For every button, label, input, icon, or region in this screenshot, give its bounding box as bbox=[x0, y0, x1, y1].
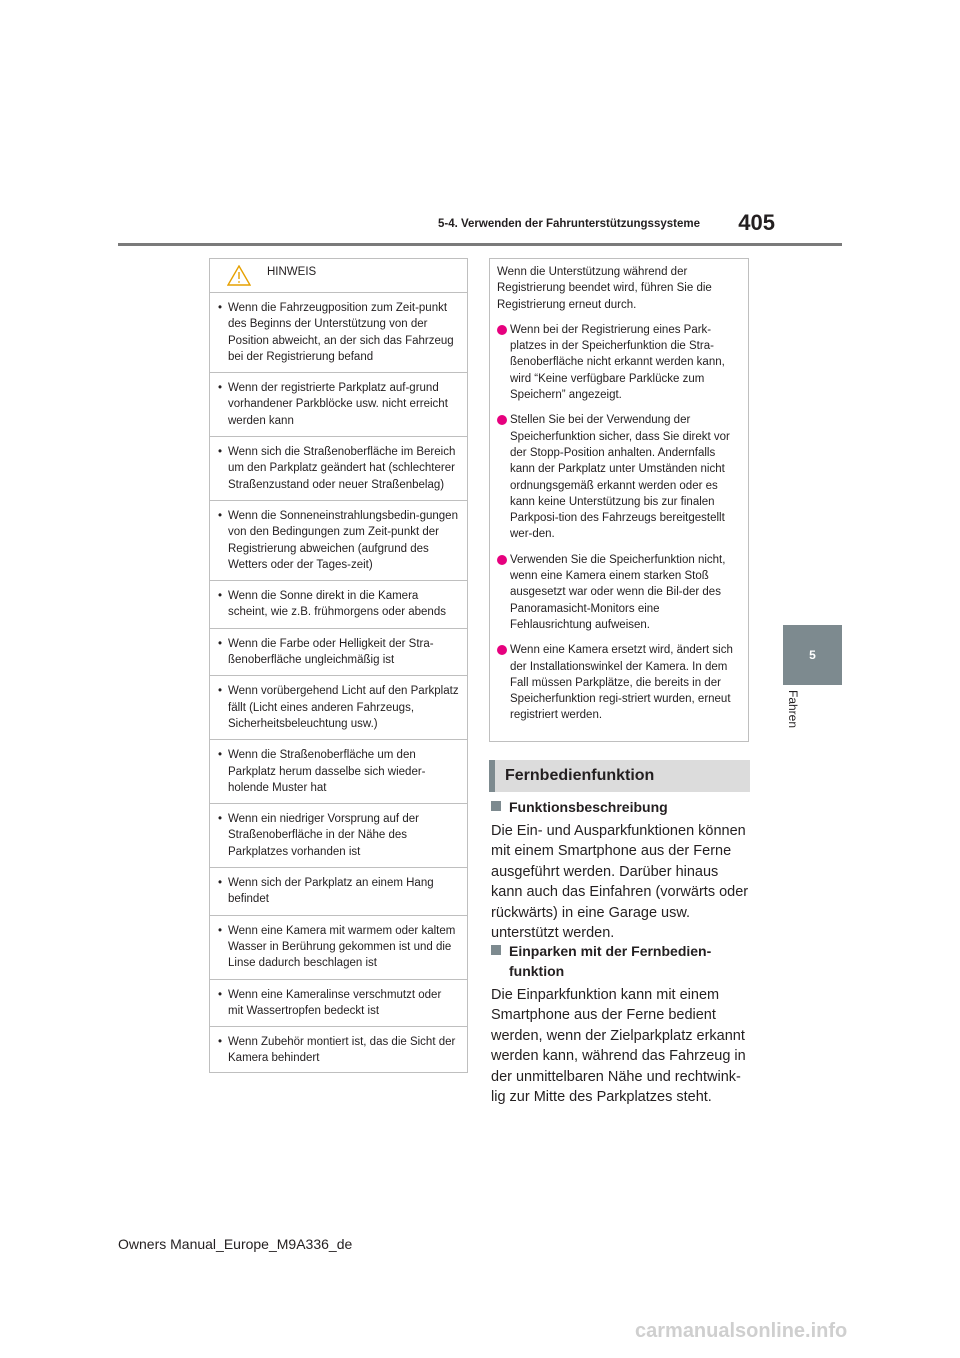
info-item bbox=[497, 412, 741, 542]
notice-item bbox=[210, 437, 467, 501]
notice-item bbox=[210, 629, 467, 677]
subheading-remote-parking bbox=[491, 941, 731, 981]
notice-item-text: Wenn die Straßenoberfläche um den Parkplatz herum dasselbe sich wieder-holende Muster hat bbox=[228, 749, 426, 794]
subheading-text: Funktionsbeschreibung bbox=[509, 799, 668, 815]
notice-item-text: Wenn der registrierte Parkplatz auf-grund vorhandener Parkblöcke usw. nicht erreicht werden kann bbox=[228, 382, 448, 427]
section-header: 5-4. Verwenden der Fahrunterstützungssysteme bbox=[437, 218, 700, 230]
bullet-dot-icon: • bbox=[218, 302, 223, 314]
page-number: 405 bbox=[738, 210, 775, 235]
info-item-text: Wenn eine Kamera ersetzt wird, ändert sich der Installationswinkel der Kamera. In dem Fall müssen Parkplätze, die bereits in der Speicherfunktion regi-striert wurden, erneut registriert werden. bbox=[510, 644, 733, 722]
watermark: carmanualsonline.info bbox=[635, 1320, 848, 1342]
section-title: Fernbedienfunktion bbox=[505, 767, 655, 784]
notice-item-text: Wenn sich der Parkplatz an einem Hang befindet bbox=[228, 877, 434, 906]
subheading-function-description bbox=[491, 797, 751, 817]
notice-item bbox=[210, 1027, 467, 1074]
magenta-bullet-icon bbox=[497, 325, 507, 335]
bullet-dot-icon: • bbox=[218, 637, 223, 650]
chapter-number: 5 bbox=[809, 648, 816, 662]
notice-item-text: Wenn vorübergehend Licht auf den Parkplatz fällt (Licht eines anderen Fahrzeugs, Sicherheitsbeleuchtung usw.) bbox=[228, 685, 459, 730]
bullet-dot-icon: • bbox=[218, 988, 223, 1001]
warning-triangle-icon bbox=[227, 265, 251, 286]
bullet-dot-icon: • bbox=[218, 749, 223, 762]
notice-item bbox=[210, 676, 467, 740]
info-intro: Wenn die Unterstützung während der Registrierung beendet wird, führen Sie die Registrierung erneut durch. bbox=[497, 266, 712, 311]
header-divider bbox=[118, 243, 842, 246]
bullet-dot-icon: • bbox=[218, 446, 223, 459]
magenta-bullet-icon bbox=[497, 555, 507, 565]
square-bullet-icon bbox=[491, 801, 501, 811]
notice-item bbox=[210, 980, 467, 1028]
notice-item bbox=[210, 501, 467, 581]
notice-list bbox=[210, 293, 467, 1074]
bullet-dot-icon: • bbox=[218, 1036, 223, 1049]
paragraph-function-description: Die Ein- und Ausparkfunktionen können mit einem Smartphone aus der Ferne ausgeführt werden. Darüber hinaus kann auch das Einfahren (vorwärts oder rückwärts) in eine Garage usw. unterstützt werden. bbox=[491, 823, 749, 942]
info-item-text: Wenn bei der Registrierung eines Park-platzes in der Speicherfunktion die Stra-ßenoberfläche nicht erkannt werden kann, wird “Keine verfügbare Parklücke zum Speichern” angezeigt. bbox=[510, 323, 725, 402]
notice-item-text: Wenn eine Kameralinse verschmutzt oder mit Wassertropfen bedeckt ist bbox=[228, 988, 442, 1017]
notice-item bbox=[210, 581, 467, 629]
notice-box bbox=[209, 258, 468, 1073]
notice-item bbox=[210, 740, 467, 804]
bullet-dot-icon: • bbox=[218, 877, 223, 890]
square-bullet-icon bbox=[491, 945, 501, 955]
notice-item bbox=[210, 868, 467, 916]
bullet-dot-icon: • bbox=[218, 685, 223, 698]
subheading-text: Einparken mit der Fernbedien-funktion bbox=[509, 943, 712, 979]
notice-item bbox=[210, 804, 467, 868]
notice-header bbox=[210, 259, 467, 293]
notice-item-text: Wenn die Fahrzeugposition zum Zeit-punkt des Beginns der Unterstützung von der Position abweicht, an der sich das Fahrzeug bei der Registrierung befand bbox=[228, 302, 454, 363]
info-item bbox=[497, 552, 741, 633]
notice-item-text: Wenn die Farbe oder Helligkeit der Stra-ßenoberfläche ungleichmäßig ist bbox=[228, 637, 434, 667]
notice-item-text: Wenn Zubehör montiert ist, das die Sicht der Kamera behindert bbox=[228, 1036, 456, 1065]
magenta-bullet-icon bbox=[497, 415, 507, 425]
notice-item-text: Wenn die Sonneneinstrahlungsbedin-gungen von den Bedingungen zum Zeit-punkt der Registrierung abweichen (aufgrund des Wetters oder der Tages-zeit) bbox=[228, 509, 458, 571]
chapter-tab bbox=[783, 625, 842, 685]
bullet-dot-icon: • bbox=[218, 924, 223, 937]
section-accent bbox=[489, 760, 495, 792]
bullet-dot-icon: • bbox=[218, 509, 223, 522]
notice-item bbox=[210, 293, 467, 373]
notice-item-text: Wenn eine Kamera mit warmem oder kaltem Wasser in Berührung gekommen ist und die Linse dadurch beschlagen ist bbox=[228, 924, 456, 970]
info-item-text: Stellen Sie bei der Verwendung der Speicherfunktion sicher, dass Sie direkt vor der Stopp-Position anhalten. Andernfalls kann der Parkplatz unter Umständen nicht ordnungsgemäß erkannt werden oder es kann keine Unterstützung bis zur finalen Parkposi-tion des Fahrzeugs bereitgestellt wer-den. bbox=[510, 414, 730, 541]
section-heading-bar bbox=[489, 760, 750, 792]
bullet-dot-icon: • bbox=[218, 382, 223, 395]
info-item bbox=[497, 322, 741, 403]
notice-item bbox=[210, 373, 467, 437]
notice-item-text: Wenn ein niedriger Vorsprung auf der Straßenoberfläche in der Nähe des Parkplatzes vorhanden ist bbox=[228, 813, 419, 858]
chapter-title: Fahren bbox=[786, 690, 800, 729]
bullet-dot-icon: • bbox=[218, 813, 223, 826]
info-box bbox=[489, 258, 749, 742]
notice-item bbox=[210, 916, 467, 980]
bullet-dot-icon: • bbox=[218, 590, 223, 603]
paragraph-remote-parking: Die Einparkfunktion kann mit einem Smartphone aus der Ferne bedient werden, wenn der Zielparkplatz erkannt werden kann, während das Fahrzeug in der unmittelbaren Nähe und rechtwink-lig zur Mitte des Parkplatzes steht. bbox=[491, 987, 746, 1106]
magenta-bullet-icon bbox=[497, 645, 507, 655]
notice-item-text: Wenn die Sonne direkt in die Kamera scheint, wie z.B. frühmorgens oder abends bbox=[228, 590, 446, 619]
info-item-text: Verwenden Sie die Speicherfunktion nicht, wenn eine Kamera einem starken Stoß ausgesetzt war oder wenn die Bil-der des Panoramasicht-Monitors eine Fehlausrichtung aufweisen. bbox=[510, 553, 726, 631]
info-item bbox=[497, 642, 741, 723]
info-list bbox=[497, 322, 741, 724]
notice-title: HINWEIS bbox=[267, 266, 317, 278]
footer-doc-id: Owners Manual_Europe_M9A336_de bbox=[118, 1236, 353, 1252]
notice-item-text: Wenn sich die Straßenoberfläche im Bereich um den Parkplatz geändert hat (schlechterer Straßenzustand oder neuer Straßenbelag) bbox=[228, 446, 456, 491]
